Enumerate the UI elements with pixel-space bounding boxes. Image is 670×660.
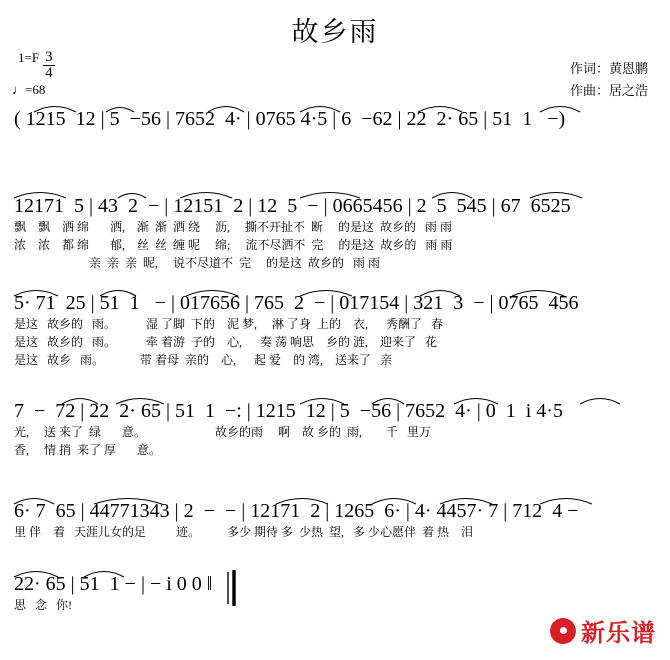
lyrics-verse-2: 浓 浓 都 绵 郁, 丝 丝 缠 呢 绵; 流不尽洒不 完 的是这 故乡的 雨 雨 [14,238,453,252]
credits [570,58,648,102]
notation-line: 6· 7 65 | 44771343 | 2 − − | 12171 2 | 1265 6· | 4· 4457· 7 | 712 4 − [14,500,579,522]
lyrics-verse-1: 是这 故乡的 雨。 湿 了脚 下的 泥 梦, 淋 了身 上的 衣, 秀酬了 春 [14,317,444,331]
notation-line: ( 1215 12 | 5 −56 | 7652 4· | 0765 4·5 | 6 −62 | 22 2· 65 | 51 1 −) [14,108,566,130]
notation-line: 7 − 72 | 22 2· 65 | 51 1 −: | 1215 12 | 5 −56 | 7652 4· | 0 1 i 4·5 [14,400,563,422]
lyrics-verse-2: 是这 故乡的 雨。 牵 着游 子的 心, 奏 荡 响思 乡的 涟, 迎来了 花 [14,335,438,349]
music-system-3 [0,292,670,369]
notation-line: 12171 5 | 43 2 − | 12151 2 | 12 5 − | 0665456 | 2 5 545 | 67 6525 [14,195,571,217]
notation-line: 5· 71 25 | 51 1 − | 017656 | 765 2 − | 017154 | 321 3 − | 0765 456 [14,292,579,314]
music-system-6 [0,573,670,614]
lyrics-verse-1: 思 念 你! [14,598,72,612]
music-system-1 [0,108,670,131]
music-system-5 [0,500,670,541]
page-title: 故乡雨 [291,17,379,47]
lyrics-verse-1: 飘 飘 洒 绵 洒, 渐 渐 洒 绕 沥, 撕不开扯不 断 的是这 故乡的 雨 雨 [14,220,453,234]
site-logo [550,613,656,648]
lyrics-verse-1: 里 伴 着 天涯儿女的足 迹。 多少 期待 多 少热 望, 多 少心愿伴 着 热 泪 [14,525,474,539]
vinyl-disc-icon [550,618,576,644]
composer-credit: 作曲：居之浩 [569,83,648,99]
brand-name: 新乐谱 [581,621,656,647]
time-signature [43,50,55,81]
music-system-4 [0,400,670,459]
notation-line: 22· 65 | 51 1 − | − i 0 0 ‖ [14,573,213,595]
music-system-2 [0,195,670,272]
time-signature-denominator: 4 [45,65,53,81]
lyrics-verse-3: 亲 亲 亲 昵, 说不尽道不 完 的是这 故乡的 雨 雨 [14,256,381,270]
tempo-marking: ♩=68 [12,82,46,97]
key-signature-block [18,50,55,81]
time-signature-numerator: 3 [45,49,53,65]
key-label: 1=F [18,50,40,65]
lyrics-verse-2: 香, 情 捎 来了 厚 意。 [14,443,162,457]
lyricist-credit: 作词：黄恩鹏 [569,61,648,76]
lyrics-verse-1: 光, 送 来了 绿 意。 故乡的雨 啊 故 乡的 雨, 千 里万 [14,425,432,439]
lyrics-verse-3: 是这 故乡 雨。 带 着母 亲的 心, 起 爱 的 湾, 送来了 亲 [14,353,393,367]
